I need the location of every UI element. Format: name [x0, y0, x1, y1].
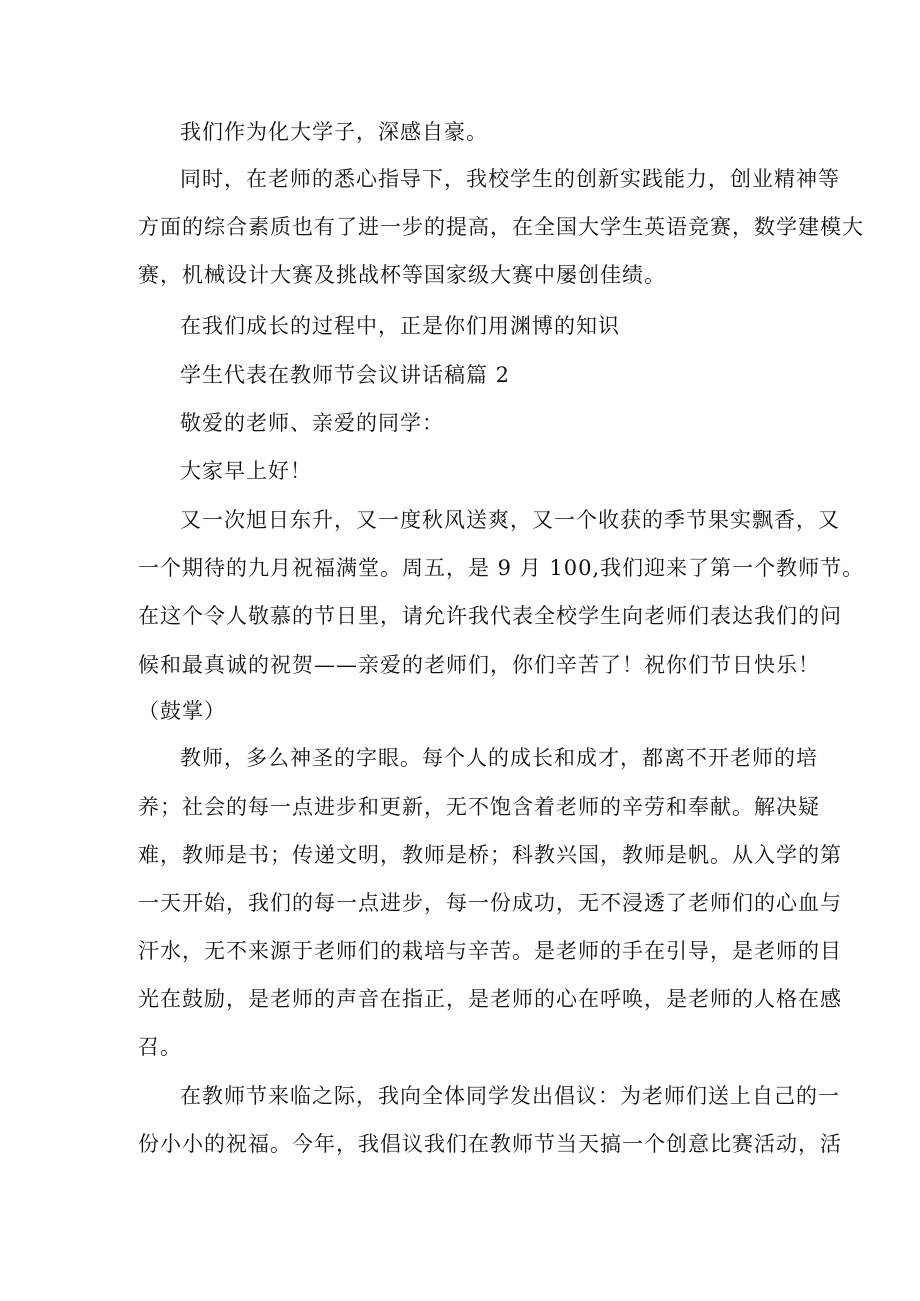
text-line: 赛，机械设计大赛及挑战杯等国家级大赛中屡创佳绩。 [138, 263, 666, 287]
text-line: 方面的综合素质也有了进一步的提高，在全国大学生英语竞赛，数学建模大 [138, 215, 864, 239]
text-line: 在我们成长的过程中，正是你们用渊博的知识 [180, 314, 620, 338]
text-line: 在这个令人敬慕的节日里，请允许我代表全校学生向老师们表达我们的问 [138, 604, 842, 628]
salutation: 敬爱的老师、亲爱的同学： [180, 411, 444, 435]
text-line: 养；社会的每一点进步和更新，无不饱含着老师的辛劳和奉献。解决疑 [138, 795, 820, 819]
text-line: 召。 [138, 1035, 182, 1059]
text-line: 又一次旭日东升，又一度秋风送爽，又一个收获的季节果实飘香，又 [180, 508, 840, 532]
section-heading: 学生代表在教师节会议讲话稿篇 2 [180, 363, 511, 387]
text-line: （鼓掌） [138, 699, 226, 723]
text-line: 份小小的祝福。今年，我倡议我们在教师节当天搞一个创意比赛活动，活 [138, 1132, 842, 1156]
text-line: 候和最真诚的祝贺——亲爱的老师们，你们辛苦了！祝你们节日快乐！ [138, 653, 820, 677]
text-line: 在教师节来临之际，我向全体同学发出倡议：为老师们送上自己的一 [180, 1084, 840, 1108]
text-line: 一天开始，我们的每一点进步，每一份成功，无不浸透了老师们的心血与 [138, 891, 842, 915]
text-line: 我们作为化大学子，深感自豪。 [180, 120, 488, 144]
text-line: 教师，多么神圣的字眼。每个人的成长和成才，都离不开老师的培 [180, 746, 818, 770]
greeting: 大家早上好！ [180, 459, 312, 483]
text-line: 难，教师是书；传递文明，教师是桥；科教兴国，教师是帆。从入学的第 [138, 843, 842, 867]
text-line: 汗水，无不来源于老师们的栽培与辛苦。是老师的手在引导，是老师的目 [138, 939, 842, 963]
text-line: 一个期待的九月祝福满堂。周五，是 9 月 100,我们迎来了第一个教师节。 [138, 556, 865, 580]
text-line: 同时，在老师的悉心指导下，我校学生的创新实践能力，创业精神等 [180, 167, 840, 191]
text-line: 光在鼓励，是老师的声音在指正，是老师的心在呼唤，是老师的人格在感 [138, 987, 842, 1011]
